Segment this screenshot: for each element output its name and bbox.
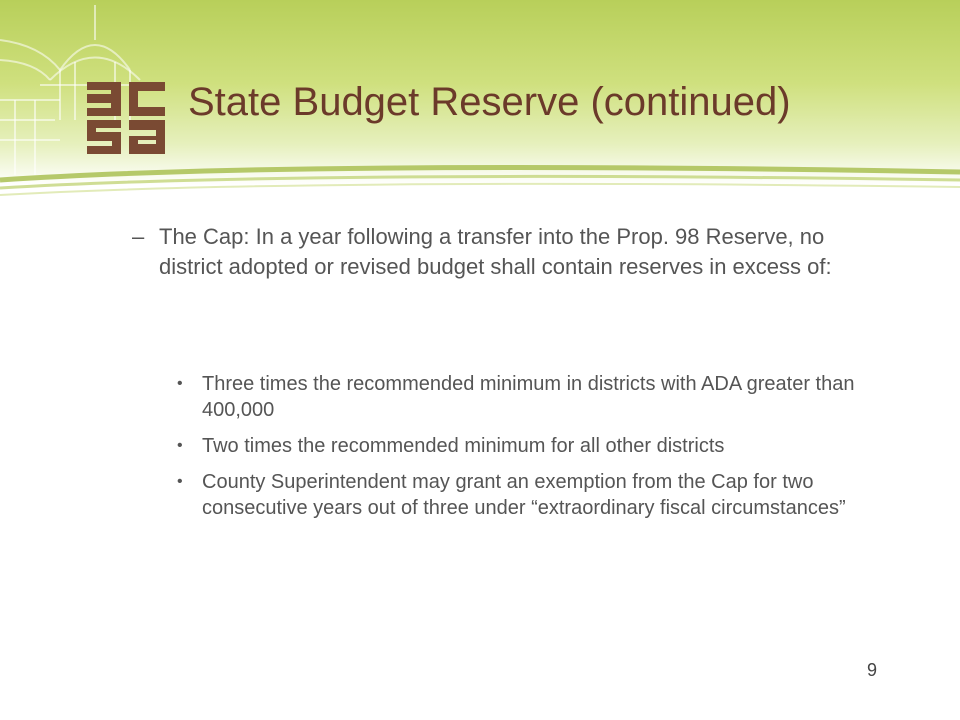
acsa-logo <box>85 78 169 158</box>
dash-item-text: The Cap: In a year following a transfer into the Prop. 98 Reserve, no district adopted or revised budget shall contain reserves in excess of: <box>159 224 832 279</box>
dash-list-item <box>132 222 872 282</box>
bullet-text: Two times the recommended minimum for all other districts <box>202 435 725 457</box>
header-swoosh-lines <box>0 150 960 210</box>
bullet-item <box>174 433 874 459</box>
bullet-text: Three times the recommended minimum in districts with ADA greater than 400,000 <box>202 373 855 421</box>
bullet-marker: • <box>177 375 183 392</box>
slide-title: State Budget Reserve (continued) <box>188 80 791 124</box>
bullet-marker: • <box>177 473 183 490</box>
dash-marker: – <box>132 224 145 249</box>
bullet-list <box>174 371 874 531</box>
bullet-text: County Superintendent may grant an exemption from the Cap for two consecutive years out of three under “extraordinary fiscal circumstances” <box>202 471 846 519</box>
page-number: 9 <box>866 660 877 680</box>
bullet-item <box>174 371 874 423</box>
bullet-item <box>174 469 874 521</box>
bullet-marker: • <box>177 437 183 454</box>
